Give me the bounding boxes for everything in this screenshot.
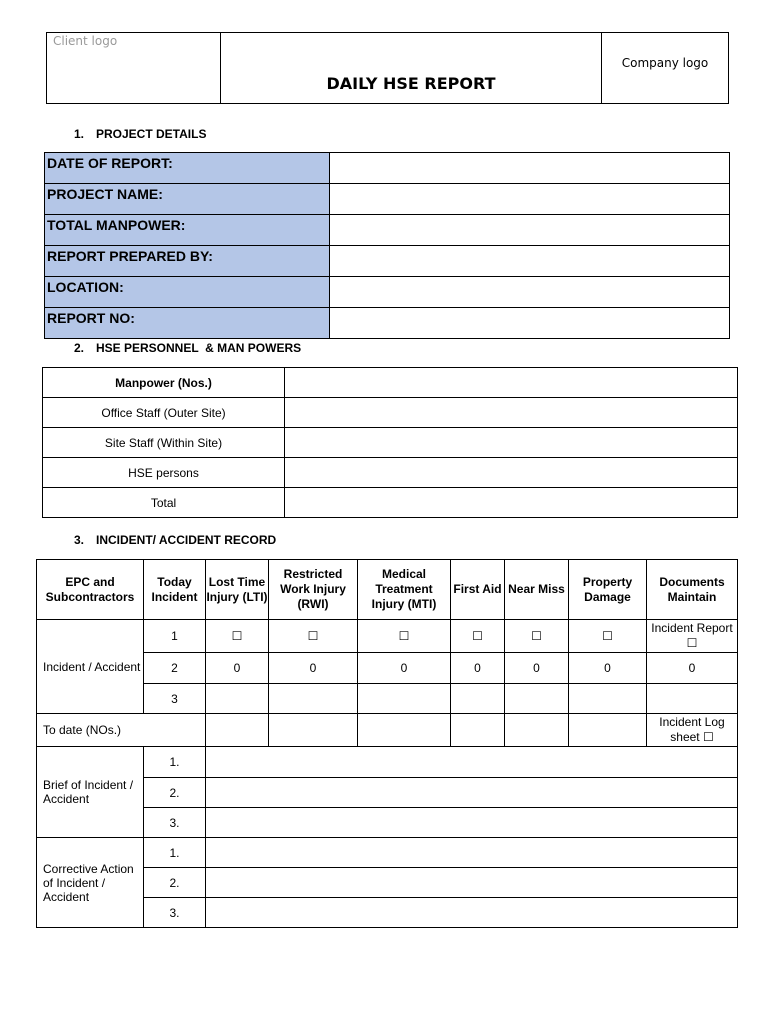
section2-number: 2. — [74, 341, 85, 355]
section2-heading — [74, 341, 301, 355]
section2-title: HSE PERSONNEL & MAN POWERS — [96, 341, 302, 355]
incident-log-sheet-checkbox[interactable]: Incident Log sheet ☐ — [647, 714, 738, 747]
section3-number: 3. — [74, 533, 85, 547]
col-header-near-miss: Near Miss — [505, 560, 569, 620]
to-date-property-damage[interactable] — [569, 714, 647, 747]
total-manpower-field[interactable] — [330, 215, 730, 246]
section1-title: PROJECT DETAILS — [96, 127, 207, 141]
to-date-first-aid[interactable] — [451, 714, 505, 747]
client-logo-placeholder: Client logo — [47, 33, 221, 104]
incident-accident-label: Incident / Accident — [37, 620, 144, 714]
incident-report-checkbox[interactable]: Incident Report ☐ — [647, 620, 738, 653]
lti-count[interactable]: 0 — [206, 653, 269, 684]
table-row — [45, 246, 730, 277]
corrective-action-label: Corrective Action of Incident / Accident — [37, 838, 144, 928]
hse-persons-field[interactable] — [285, 458, 738, 488]
table-row — [37, 838, 738, 868]
incident-row-number: 3 — [144, 684, 206, 714]
table-row — [43, 458, 738, 488]
project-name-field[interactable] — [330, 184, 730, 215]
first-aid-cell[interactable] — [451, 684, 505, 714]
brief-row-number: 2. — [144, 778, 206, 808]
brief-field[interactable] — [206, 808, 738, 838]
brief-of-incident-label: Brief of Incident / Accident — [37, 747, 144, 838]
near-miss-cell[interactable] — [505, 684, 569, 714]
col-header-epc: EPC and Subcontractors — [37, 560, 144, 620]
near-miss-checkbox[interactable]: ☐ — [505, 620, 569, 653]
site-staff-field[interactable] — [285, 428, 738, 458]
project-name-label: PROJECT NAME: — [45, 184, 330, 215]
rwi-checkbox[interactable]: ☐ — [269, 620, 358, 653]
incident-record-table — [36, 559, 738, 928]
manpower-header-value — [285, 368, 738, 398]
section1-number: 1. — [74, 127, 85, 141]
section3-heading — [74, 533, 276, 547]
table-row — [45, 153, 730, 184]
col-header-first-aid: First Aid — [451, 560, 505, 620]
col-header-documents: Documents Maintain — [647, 560, 738, 620]
total-manpower-label: TOTAL MANPOWER: — [45, 215, 330, 246]
report-header — [46, 32, 729, 104]
mti-checkbox[interactable]: ☐ — [358, 620, 451, 653]
office-staff-label: Office Staff (Outer Site) — [43, 398, 285, 428]
table-row — [43, 368, 738, 398]
hse-persons-label: HSE persons — [43, 458, 285, 488]
mti-cell[interactable] — [358, 684, 451, 714]
incident-row-number: 2 — [144, 653, 206, 684]
corrective-row-number: 1. — [144, 838, 206, 868]
to-date-rwi[interactable] — [269, 714, 358, 747]
documents-count[interactable]: 0 — [647, 653, 738, 684]
brief-field[interactable] — [206, 747, 738, 778]
brief-row-number: 3. — [144, 808, 206, 838]
rwi-count[interactable]: 0 — [269, 653, 358, 684]
col-header-rwi: Restricted Work Injury (RWI) — [269, 560, 358, 620]
report-prepared-by-field[interactable] — [330, 246, 730, 277]
incident-row-number: 1 — [144, 620, 206, 653]
mti-count[interactable]: 0 — [358, 653, 451, 684]
manpower-header: Manpower (Nos.) — [43, 368, 285, 398]
location-field[interactable] — [330, 277, 730, 308]
date-of-report-label: DATE OF REPORT: — [45, 153, 330, 184]
manpower-table — [42, 367, 738, 518]
table-row — [37, 747, 738, 778]
table-header-row — [37, 560, 738, 620]
lti-cell[interactable] — [206, 684, 269, 714]
to-date-lti[interactable] — [206, 714, 269, 747]
col-header-lti: Lost Time Injury (LTI) — [206, 560, 269, 620]
table-row — [43, 398, 738, 428]
project-details-table — [44, 152, 730, 339]
location-label: LOCATION: — [45, 277, 330, 308]
section3-title: INCIDENT/ ACCIDENT RECORD — [96, 533, 277, 547]
property-damage-checkbox[interactable]: ☐ — [569, 620, 647, 653]
total-field[interactable] — [285, 488, 738, 518]
section1-heading — [74, 127, 206, 141]
first-aid-checkbox[interactable]: ☐ — [451, 620, 505, 653]
corrective-row-number: 3. — [144, 898, 206, 928]
documents-cell[interactable] — [647, 684, 738, 714]
table-row — [45, 184, 730, 215]
date-of-report-field[interactable] — [330, 153, 730, 184]
to-date-near-miss[interactable] — [505, 714, 569, 747]
table-row — [45, 308, 730, 339]
table-row — [37, 620, 738, 653]
table-row — [45, 215, 730, 246]
first-aid-count[interactable]: 0 — [451, 653, 505, 684]
total-label: Total — [43, 488, 285, 518]
corrective-field[interactable] — [206, 868, 738, 898]
property-damage-cell[interactable] — [569, 684, 647, 714]
table-row — [43, 428, 738, 458]
property-damage-count[interactable]: 0 — [569, 653, 647, 684]
rwi-cell[interactable] — [269, 684, 358, 714]
corrective-field[interactable] — [206, 838, 738, 868]
corrective-field[interactable] — [206, 898, 738, 928]
brief-row-number: 1. — [144, 747, 206, 778]
brief-field[interactable] — [206, 778, 738, 808]
to-date-mti[interactable] — [358, 714, 451, 747]
site-staff-label: Site Staff (Within Site) — [43, 428, 285, 458]
table-row — [43, 488, 738, 518]
col-header-today-incident: Today Incident — [144, 560, 206, 620]
report-no-field[interactable] — [330, 308, 730, 339]
company-logo-placeholder: Company logo — [602, 33, 729, 104]
office-staff-field[interactable] — [285, 398, 738, 428]
report-title: DAILY HSE REPORT — [221, 33, 602, 104]
to-date-label: To date (NOs.) — [37, 714, 206, 747]
report-no-label: REPORT NO: — [45, 308, 330, 339]
col-header-mti: Medical Treatment Injury (MTI) — [358, 560, 451, 620]
corrective-row-number: 2. — [144, 868, 206, 898]
report-prepared-by-label: REPORT PREPARED BY: — [45, 246, 330, 277]
col-header-property-damage: Property Damage — [569, 560, 647, 620]
table-row — [45, 277, 730, 308]
table-row — [37, 714, 738, 747]
lti-checkbox[interactable]: ☐ — [206, 620, 269, 653]
near-miss-count[interactable]: 0 — [505, 653, 569, 684]
